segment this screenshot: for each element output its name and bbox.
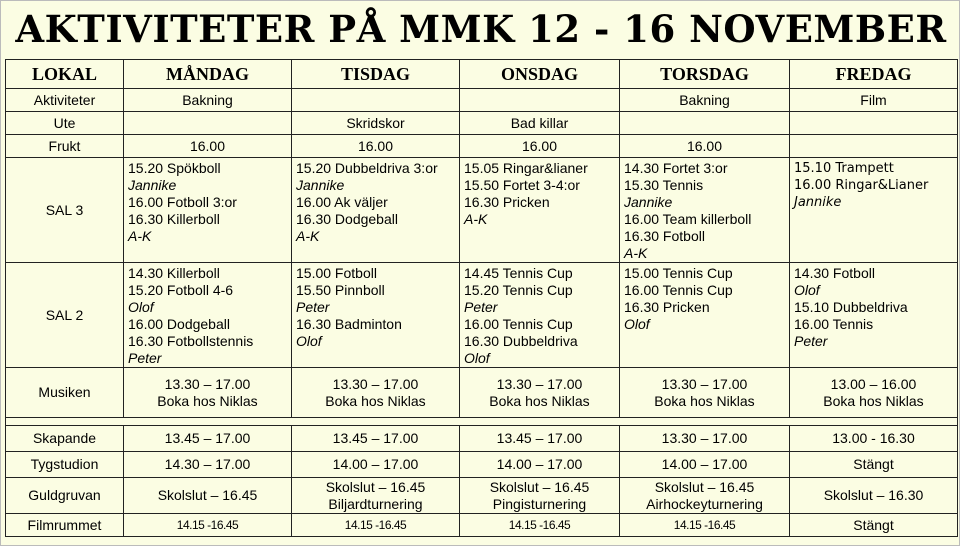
time-range: 13.30 – 17.00 bbox=[496, 375, 583, 392]
cell-mon bbox=[124, 368, 292, 418]
leader-name: Jannike bbox=[794, 195, 842, 210]
activity-line: 14.30 Killerboll bbox=[128, 265, 220, 281]
row-label: Filmrummet bbox=[6, 514, 124, 537]
cell-thu bbox=[620, 158, 790, 263]
leader-name: Olof bbox=[128, 299, 154, 315]
booking-note: Boka hos Niklas bbox=[489, 392, 590, 409]
activity-line: 15.20 Fotboll 4-6 bbox=[128, 282, 234, 298]
activity-line: 16.00 Ak väljer bbox=[296, 194, 388, 210]
activity-line: 14.30 Fortet 3:or bbox=[624, 160, 728, 176]
activity-line: 16.30 Badminton bbox=[296, 316, 402, 332]
booking-note: Boka hos Niklas bbox=[654, 392, 755, 409]
cell-thu: 16.00 bbox=[620, 135, 790, 158]
cell-tue bbox=[292, 158, 460, 263]
cell-tue: 14.00 – 17.00 bbox=[292, 452, 460, 478]
cell-mon: Bakning bbox=[124, 89, 292, 112]
activity-line: 16.00 Team killerboll bbox=[624, 211, 752, 227]
time-range: Skolslut – 16.45 bbox=[654, 478, 755, 495]
row-spacer bbox=[6, 418, 958, 426]
time-range: 13.00 – 16.00 bbox=[830, 375, 917, 392]
cell-mon bbox=[124, 112, 292, 135]
row-label: Frukt bbox=[6, 135, 124, 158]
time-range: Skolslut – 16.45 bbox=[157, 487, 258, 503]
cell-fri: Film bbox=[790, 89, 958, 112]
cell-wed: Bad killar bbox=[460, 112, 620, 135]
activity-line: 16.00 Tennis Cup bbox=[624, 282, 733, 298]
time-range: Skolslut – 16.30 bbox=[823, 487, 924, 503]
cell-tue bbox=[292, 89, 460, 112]
row-label: SAL 2 bbox=[6, 263, 124, 368]
activity-line: 15.05 Ringar&lianer bbox=[464, 160, 588, 176]
activity-line: 15.50 Fortet 3-4:or bbox=[464, 177, 580, 193]
header-day-fri: FREDAG bbox=[790, 60, 958, 89]
cell-mon: 16.00 bbox=[124, 135, 292, 158]
cell-thu bbox=[620, 263, 790, 368]
activity-line: 15.20 Dubbeldriva 3:or bbox=[296, 160, 438, 176]
row-tygstudion bbox=[6, 452, 958, 478]
cell-tue bbox=[292, 263, 460, 368]
leader-name: A-K bbox=[296, 228, 320, 244]
time-range: Skolslut – 16.45 bbox=[489, 478, 590, 495]
leader-name: Olof bbox=[794, 282, 820, 298]
header-row bbox=[6, 60, 958, 89]
cell-fri: Stängt bbox=[790, 452, 958, 478]
cell-tue: 13.45 – 17.00 bbox=[292, 426, 460, 452]
leader-name: Peter bbox=[464, 299, 498, 315]
cell-thu bbox=[620, 112, 790, 135]
time-range: Skolslut – 16.45 bbox=[325, 478, 426, 495]
cell-thu bbox=[620, 368, 790, 418]
row-label: Guldgruvan bbox=[6, 478, 124, 514]
cell-mon: 13.45 – 17.00 bbox=[124, 426, 292, 452]
time-range: 13.30 – 17.00 bbox=[332, 375, 419, 392]
leader-name: Jannike bbox=[128, 177, 177, 193]
header-day-wed: ONSDAG bbox=[460, 60, 620, 89]
activity-line: 16.00 Tennis bbox=[794, 316, 874, 332]
activity-line: 16.00 Tennis Cup bbox=[464, 316, 573, 332]
booking-note: Boka hos Niklas bbox=[823, 392, 924, 409]
schedule-table bbox=[5, 59, 958, 537]
leader-name: A-K bbox=[624, 245, 648, 261]
time-range: 13.30 – 17.00 bbox=[661, 375, 748, 392]
booking-note: Boka hos Niklas bbox=[325, 392, 426, 409]
cell-mon bbox=[124, 158, 292, 263]
activity-line: 16.30 Dodgeball bbox=[296, 211, 398, 227]
row-sal3 bbox=[6, 158, 958, 263]
activity-line: 15.20 Spökboll bbox=[128, 160, 221, 176]
leader-name: Peter bbox=[794, 333, 828, 349]
activity-line: 15.00 Tennis Cup bbox=[624, 265, 733, 281]
activity-line: 15.50 Pinnboll bbox=[296, 282, 385, 298]
cell-tue: Skridskor bbox=[292, 112, 460, 135]
leader-name: Jannike bbox=[296, 177, 345, 193]
activity-line: 16.30 Pricken bbox=[624, 299, 710, 315]
leader-name: A-K bbox=[128, 228, 152, 244]
activity-line: 15.20 Tennis Cup bbox=[464, 282, 573, 298]
cell-thu: 13.30 – 17.00 bbox=[620, 426, 790, 452]
activity-line: 14.30 Fotboll bbox=[794, 265, 875, 281]
cell-wed bbox=[460, 263, 620, 368]
leader-name: Peter bbox=[128, 350, 162, 366]
cell-fri: Stängt bbox=[790, 514, 958, 537]
cell-mon bbox=[124, 478, 292, 514]
row-ute bbox=[6, 112, 958, 135]
cell-wed: 14.00 – 17.00 bbox=[460, 452, 620, 478]
leader-name: Peter bbox=[296, 299, 330, 315]
cell-fri bbox=[790, 368, 958, 418]
booking-note: Boka hos Niklas bbox=[157, 392, 258, 409]
activity-line: 16.00 Dodgeball bbox=[128, 316, 230, 332]
row-aktiviteter bbox=[6, 89, 958, 112]
activity-line: 15.10 Dubbeldriva bbox=[794, 299, 908, 315]
cell-thu: Bakning bbox=[620, 89, 790, 112]
activity-line: 15.10 Trampett bbox=[794, 161, 894, 176]
cell-wed bbox=[460, 368, 620, 418]
leader-name: Olof bbox=[624, 316, 650, 332]
cell-fri bbox=[790, 112, 958, 135]
cell-fri bbox=[790, 263, 958, 368]
cell-wed bbox=[460, 478, 620, 514]
cell-tue bbox=[292, 368, 460, 418]
header-day-tue: TISDAG bbox=[292, 60, 460, 89]
cell-mon: 14.15 -16.45 bbox=[124, 514, 292, 537]
page-title: AKTIVITETER PÅ MMK 12 - 16 NOVEMBER bbox=[15, 7, 947, 51]
cell-fri: 13.00 - 16.30 bbox=[790, 426, 958, 452]
row-label: SAL 3 bbox=[6, 158, 124, 263]
row-label: Ute bbox=[6, 112, 124, 135]
header-day-thu: TORSDAG bbox=[620, 60, 790, 89]
spacer-cell bbox=[6, 418, 958, 426]
event-note: Biljardturnering bbox=[328, 495, 423, 512]
leader-name: A-K bbox=[464, 211, 488, 227]
row-label: Musiken bbox=[6, 368, 124, 418]
cell-mon: 14.30 – 17.00 bbox=[124, 452, 292, 478]
activity-line: 16.30 Dubbeldriva bbox=[464, 333, 578, 349]
cell-thu bbox=[620, 478, 790, 514]
row-frukt bbox=[6, 135, 958, 158]
leader-name: Jannike bbox=[624, 194, 673, 210]
leader-name: Olof bbox=[296, 333, 322, 349]
row-label: Tygstudion bbox=[6, 452, 124, 478]
header-day-mon: MÅNDAG bbox=[124, 60, 292, 89]
leader-name: Olof bbox=[464, 350, 490, 366]
activity-line: 16.30 Pricken bbox=[464, 194, 550, 210]
row-filmrummet bbox=[6, 514, 958, 537]
activity-line: 14.45 Tennis Cup bbox=[464, 265, 573, 281]
cell-wed: 14.15 -16.45 bbox=[460, 514, 620, 537]
event-note: Pingisturnering bbox=[492, 495, 587, 512]
cell-fri bbox=[790, 158, 958, 263]
activity-line: 16.00 Fotboll 3:or bbox=[128, 194, 237, 210]
row-sal2 bbox=[6, 263, 958, 368]
time-range: 13.30 – 17.00 bbox=[164, 375, 251, 392]
cell-thu: 14.00 – 17.00 bbox=[620, 452, 790, 478]
row-label: Aktiviteter bbox=[6, 89, 124, 112]
activity-line: 16.30 Fotboll bbox=[624, 228, 705, 244]
activity-line: 15.30 Tennis bbox=[624, 177, 704, 193]
header-lokal: LOKAL bbox=[6, 60, 124, 89]
cell-tue: 14.15 -16.45 bbox=[292, 514, 460, 537]
row-skapande bbox=[6, 426, 958, 452]
activity-line: 16.30 Killerboll bbox=[128, 211, 220, 227]
activity-line: 16.30 Fotbollstennis bbox=[128, 333, 254, 349]
cell-fri bbox=[790, 478, 958, 514]
activity-line: 15.00 Fotboll bbox=[296, 265, 377, 281]
cell-tue bbox=[292, 478, 460, 514]
cell-thu: 14.15 -16.45 bbox=[620, 514, 790, 537]
row-label: Skapande bbox=[6, 426, 124, 452]
cell-tue: 16.00 bbox=[292, 135, 460, 158]
cell-wed: 13.45 – 17.00 bbox=[460, 426, 620, 452]
cell-wed bbox=[460, 158, 620, 263]
cell-mon bbox=[124, 263, 292, 368]
cell-wed bbox=[460, 89, 620, 112]
activity-line: 16.00 Ringar&Lianer bbox=[794, 178, 929, 193]
cell-fri bbox=[790, 135, 958, 158]
event-note: Airhockeyturnering bbox=[646, 495, 763, 512]
cell-wed: 16.00 bbox=[460, 135, 620, 158]
row-guldgruvan bbox=[6, 478, 958, 514]
row-musiken bbox=[6, 368, 958, 418]
